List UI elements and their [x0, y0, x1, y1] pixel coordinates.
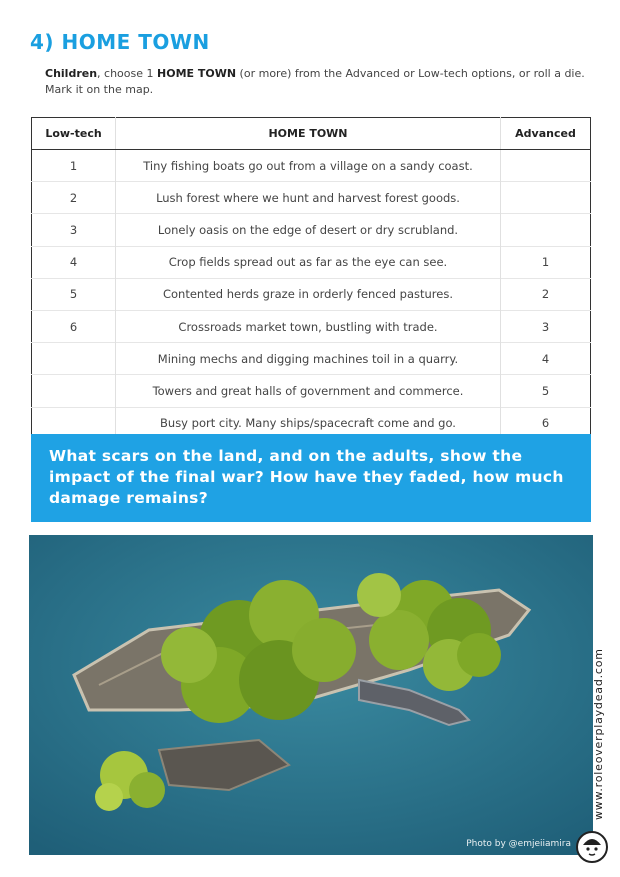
header-advanced: Advanced: [501, 118, 591, 150]
advanced-cell: 3: [501, 310, 591, 342]
intro-part-1: , choose 1: [97, 67, 158, 80]
home-town-cell: Towers and great halls of government and commerce.: [116, 375, 501, 407]
table-row: [32, 343, 591, 375]
table-row: [32, 278, 591, 310]
header-low-tech: Low-tech: [32, 118, 116, 150]
low-tech-cell: 3: [32, 214, 116, 246]
home-town-cell: Contented herds graze in orderly fenced pastures.: [116, 278, 501, 310]
discussion-callout: What scars on the land, and on the adults, show the impact of the final war? How have they faded, how much damage remains?: [31, 434, 591, 522]
low-tech-cell: 2: [32, 182, 116, 214]
table-row: [32, 182, 591, 214]
intro-lead: Children: [45, 67, 98, 80]
table-row: [32, 150, 591, 182]
low-tech-cell: [32, 375, 116, 407]
advanced-cell: [501, 150, 591, 182]
home-town-cell: Lonely oasis on the edge of desert or dry scrubland.: [116, 214, 501, 246]
intro-keyword: HOME TOWN: [157, 67, 237, 80]
home-town-table: [31, 117, 591, 440]
header-home-town: HOME TOWN: [116, 118, 501, 150]
advanced-cell: 4: [501, 343, 591, 375]
page-title: 4) HOME TOWN: [30, 30, 210, 54]
table-row: [32, 246, 591, 278]
table-row: [32, 375, 591, 407]
home-town-cell: Crop fields spread out as far as the eye can see.: [116, 246, 501, 278]
table-header-row: [32, 118, 591, 150]
low-tech-cell: 5: [32, 278, 116, 310]
advanced-cell: 6: [501, 407, 591, 439]
shipwreck-photo: [29, 535, 593, 855]
low-tech-cell: 6: [32, 310, 116, 342]
shipwreck-illustration: [29, 535, 593, 855]
advanced-cell: 2: [501, 278, 591, 310]
table-row: [32, 214, 591, 246]
photo-credit: Photo by @emjeiiamira: [466, 839, 571, 849]
table-row: [32, 310, 591, 342]
advanced-cell: [501, 182, 591, 214]
advanced-cell: [501, 214, 591, 246]
low-tech-cell: 4: [32, 246, 116, 278]
advanced-cell: 5: [501, 375, 591, 407]
home-town-cell: Lush forest where we hunt and harvest forest goods.: [116, 182, 501, 214]
mascot-icon: [575, 830, 609, 864]
home-town-cell: Mining mechs and digging machines toil in a quarry.: [116, 343, 501, 375]
website-url: www.roleoverplaydead.com: [592, 648, 605, 820]
home-town-cell: Tiny fishing boats go out from a village on a sandy coast.: [116, 150, 501, 182]
intro-text: [45, 66, 595, 98]
low-tech-cell: 1: [32, 150, 116, 182]
intro-part-2: (or more) from the Advanced or Low-tech options, or roll a die. Mark it on the map.: [45, 67, 585, 96]
low-tech-cell: [32, 343, 116, 375]
advanced-cell: 1: [501, 246, 591, 278]
home-town-cell: Crossroads market town, bustling with trade.: [116, 310, 501, 342]
home-town-cell: Busy port city. Many ships/spacecraft come and go.: [116, 407, 501, 439]
